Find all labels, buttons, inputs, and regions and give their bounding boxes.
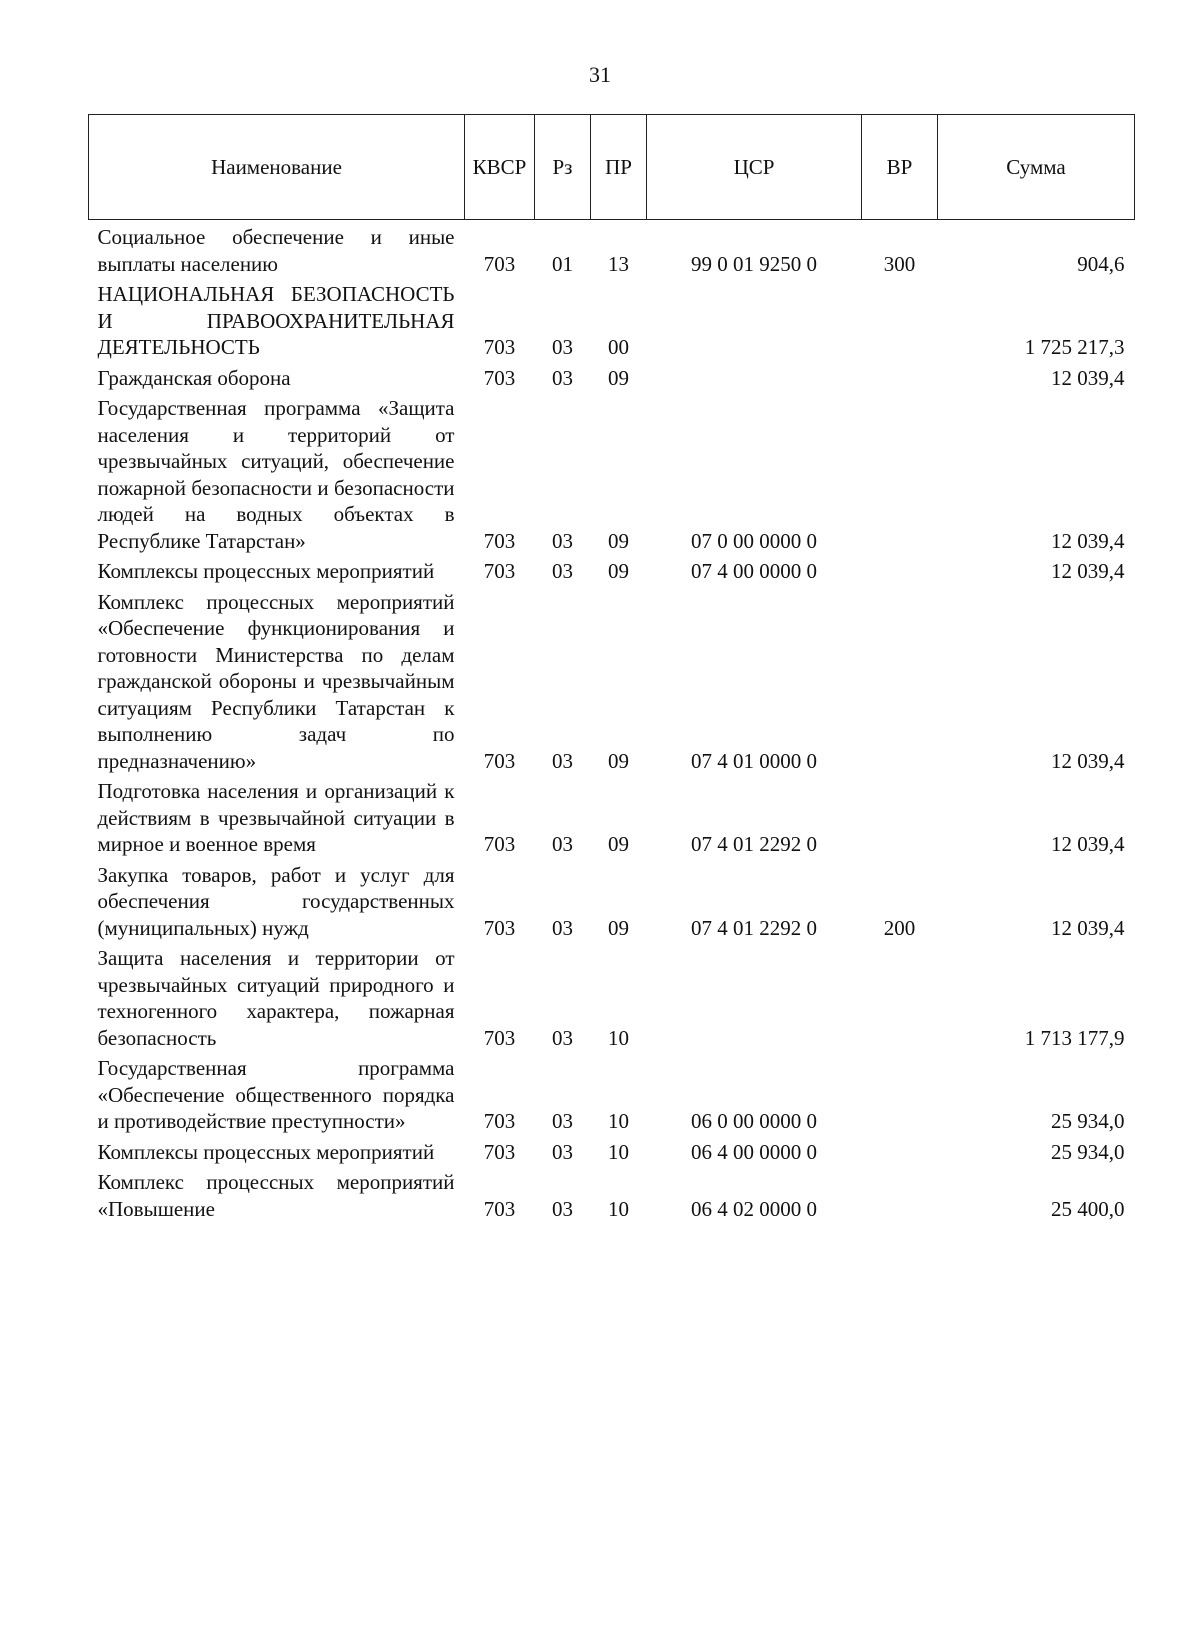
- row-pr: 09: [608, 528, 629, 553]
- row-sum: 12 039,4: [1051, 832, 1125, 856]
- row-sum: 12 039,4: [1051, 365, 1125, 390]
- row-vr: [862, 279, 938, 363]
- row-csr: 06 0 00 0000 0: [691, 1109, 817, 1133]
- row-name: Закупка товаров, работ и услуг для обеспечения государственных (муниципальных) нужд: [97, 862, 455, 940]
- row-pr: 10: [608, 1139, 629, 1164]
- row-csr: 07 4 00 0000 0: [691, 559, 817, 583]
- table-row: [89, 943, 1135, 1053]
- row-vr: 200: [883, 915, 916, 940]
- row-name: Комплексы процессных мероприятий: [97, 559, 435, 583]
- row-sum: 12 039,4: [1051, 915, 1125, 940]
- row-pr: 09: [608, 748, 629, 773]
- row-name: Государственная программа «Защита населения и территорий от чрезвычайных ситуаций, обеспечение пожарной безопасности и безопасности людей на водных объектах в Республике Татарстан»: [97, 396, 455, 553]
- row-vr: [862, 943, 938, 1053]
- row-kvsr: 703: [483, 1025, 516, 1050]
- row-vr: [862, 587, 938, 777]
- row-rz: 03: [552, 1109, 573, 1133]
- row-rz: 03: [552, 1196, 573, 1221]
- row-sum: 12 039,4: [1051, 748, 1125, 773]
- row-sum: 1 725 217,3: [1024, 335, 1125, 359]
- row-csr: [647, 279, 862, 363]
- header-sum: Сумма: [938, 115, 1135, 220]
- row-sum: 1 713 177,9: [1024, 1025, 1125, 1050]
- table-header: [89, 115, 1135, 220]
- row-vr: 300: [883, 251, 916, 276]
- row-pr: 10: [608, 1025, 629, 1050]
- row-rz: 01: [552, 251, 573, 276]
- row-pr: 10: [608, 1109, 629, 1133]
- table-row: [89, 587, 1135, 777]
- table-row: [89, 556, 1135, 587]
- table-row: [89, 279, 1135, 363]
- row-name: Комплекс процессных мероприятий «Повышение: [97, 1170, 455, 1221]
- row-pr: 09: [608, 365, 629, 390]
- row-vr: [862, 363, 938, 394]
- row-name: НАЦИОНАЛЬНАЯ БЕЗОПАСНОСТЬ И ПРАВООХРАНИТЕЛЬНАЯ ДЕЯТЕЛЬНОСТЬ: [97, 282, 455, 359]
- row-vr: [862, 776, 938, 860]
- row-rz: 03: [552, 335, 573, 359]
- row-kvsr: 703: [483, 559, 516, 583]
- row-name: Социальное обеспечение и иные выплаты населению: [97, 225, 455, 276]
- row-kvsr: 703: [483, 251, 516, 276]
- row-pr: 09: [608, 915, 629, 940]
- row-csr: 06 4 02 0000 0: [691, 1196, 817, 1221]
- table-row: [89, 776, 1135, 860]
- budget-table: [88, 114, 1135, 1224]
- row-vr: [862, 1053, 938, 1137]
- row-rz: 03: [552, 365, 573, 390]
- row-csr: [647, 943, 862, 1053]
- row-kvsr: 703: [483, 1196, 516, 1221]
- row-csr: [647, 363, 862, 394]
- row-kvsr: 703: [483, 1139, 516, 1164]
- table-row: [89, 220, 1135, 280]
- row-pr: 10: [608, 1196, 629, 1221]
- row-vr: [862, 1137, 938, 1168]
- row-name: Комплексы процессных мероприятий: [97, 1139, 435, 1164]
- row-kvsr: 703: [483, 832, 516, 856]
- row-pr: 13: [608, 251, 629, 276]
- table-body: [89, 220, 1135, 1225]
- table-row: [89, 1137, 1135, 1168]
- table-row: [89, 363, 1135, 394]
- row-rz: 03: [552, 832, 573, 856]
- row-sum: 25 400,0: [1051, 1196, 1125, 1221]
- row-csr: 99 0 01 9250 0: [691, 251, 817, 276]
- row-kvsr: 703: [483, 748, 516, 773]
- row-csr: 06 4 00 0000 0: [691, 1139, 817, 1164]
- row-name: Гражданская оборона: [97, 365, 291, 390]
- row-rz: 03: [552, 1139, 573, 1164]
- table-row: [89, 860, 1135, 944]
- row-vr: [862, 393, 938, 556]
- row-pr: 09: [608, 559, 629, 583]
- row-pr: 00: [608, 335, 629, 359]
- row-kvsr: 703: [483, 365, 516, 390]
- row-pr: 09: [608, 832, 629, 856]
- header-kvsr: КВСР: [465, 115, 535, 220]
- row-sum: 12 039,4: [1051, 559, 1125, 583]
- row-sum: 904,6: [1077, 251, 1125, 276]
- row-name: Комплекс процессных мероприятий «Обеспечение функционирования и готовности Министерства по делам гражданской обороны и чрезвычайным ситуациям Республики Татарстан к выполнению задач по предназначению»: [97, 589, 455, 773]
- table-row: [89, 1167, 1135, 1224]
- row-csr: 07 4 01 2292 0: [691, 832, 817, 856]
- header-csr: ЦСР: [647, 115, 862, 220]
- row-csr: 07 0 00 0000 0: [691, 528, 817, 553]
- row-sum: 12 039,4: [1051, 528, 1125, 553]
- row-kvsr: 703: [483, 1109, 516, 1133]
- table-row: [89, 1053, 1135, 1137]
- row-name: Государственная программа «Обеспечение общественного порядка и противодействие преступности»: [97, 1056, 455, 1133]
- row-vr: [862, 556, 938, 587]
- row-vr: [862, 1167, 938, 1224]
- row-kvsr: 703: [483, 528, 516, 553]
- row-rz: 03: [552, 915, 573, 940]
- header-name: Наименование: [89, 115, 465, 220]
- header-row: [89, 115, 1135, 220]
- page-number: 31: [589, 62, 611, 87]
- row-csr: 07 4 01 2292 0: [691, 915, 817, 940]
- header-pr: ПР: [591, 115, 647, 220]
- row-rz: 03: [552, 1025, 573, 1050]
- table-row: [89, 393, 1135, 556]
- header-vr: ВР: [862, 115, 938, 220]
- row-sum: 25 934,0: [1051, 1139, 1125, 1164]
- row-kvsr: 703: [483, 335, 516, 359]
- row-sum: 25 934,0: [1051, 1109, 1125, 1133]
- row-csr: 07 4 01 0000 0: [691, 748, 817, 773]
- row-kvsr: 703: [483, 915, 516, 940]
- row-rz: 03: [552, 528, 573, 553]
- header-rz: Рз: [535, 115, 591, 220]
- row-rz: 03: [552, 559, 573, 583]
- row-name: Подготовка населения и организаций к действиям в чрезвычайной ситуации в мирное и военное время: [97, 779, 455, 856]
- row-name: Защита населения и территории от чрезвычайных ситуаций природного и техногенного характера, пожарная безопасность: [97, 946, 455, 1050]
- row-rz: 03: [552, 748, 573, 773]
